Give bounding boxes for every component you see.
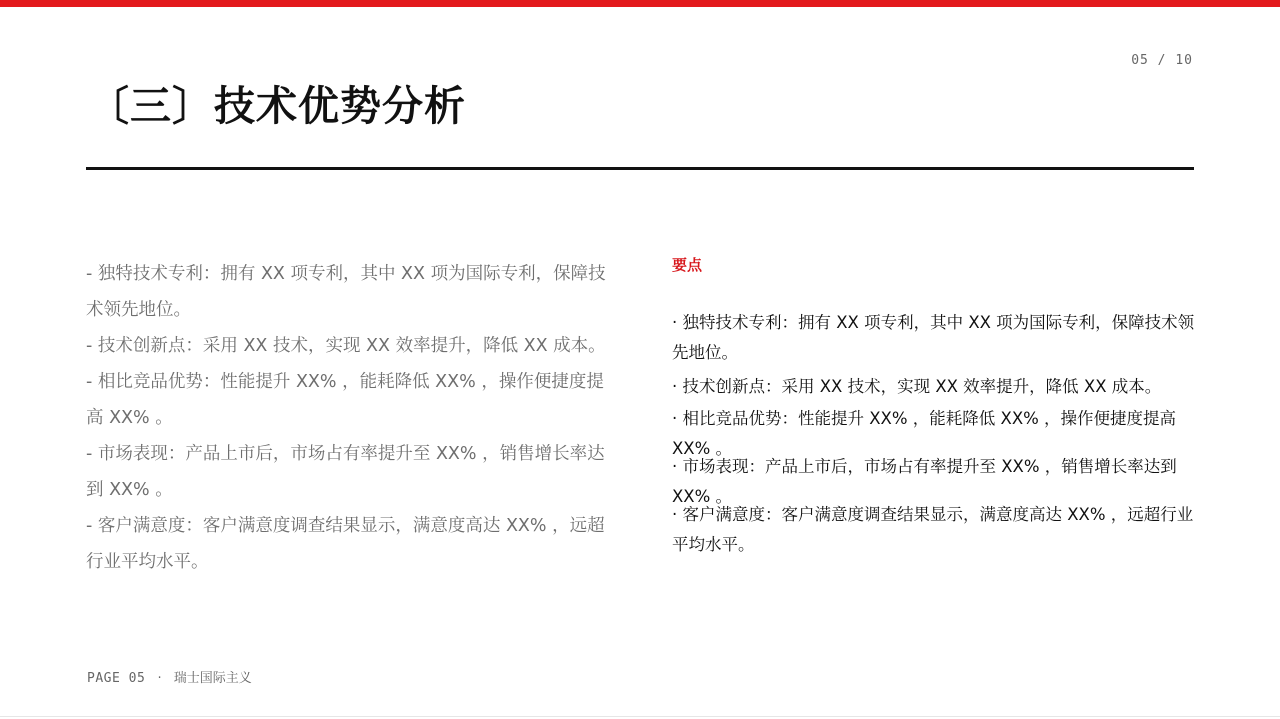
list-item: · 技术创新点：采用 XX 技术，实现 XX 效率提升，降低 XX 成本。 (672, 377, 1162, 396)
slide-title: 〔三〕技术优势分析 (88, 82, 466, 130)
list-item: - 独特技术专利：拥有 XX 项专利，其中 XX 项为国际专利，保障技术领先地位。 (86, 264, 606, 320)
footer-brand: 瑞士国际主义 (173, 671, 252, 686)
page-indicator: 05 / 10 (1131, 53, 1193, 68)
key-points-heading: 要点 (672, 256, 703, 274)
list-item: - 技术创新点：采用 XX 技术，实现 XX 效率提升，降低 XX 成本。 (86, 336, 606, 356)
list-item: · 客户满意度：客户满意度调查结果显示，满意度高达 XX% ，远超行业平均水平。 (672, 505, 1194, 554)
detail-list (86, 256, 606, 580)
list-item: · 相比竞品优势：性能提升 XX% ，能耗降低 XX% ，操作便捷度提高 XX% 。 (672, 409, 1177, 458)
top-accent-bar (0, 0, 1280, 7)
list-item: - 客户满意度：客户满意度调查结果显示，满意度高达 XX% ，远超行业平均水平。 (86, 516, 605, 572)
list-item: · 独特技术专利：拥有 XX 项专利，其中 XX 项为国际专利，保障技术领先地位。 (672, 313, 1195, 362)
footer-page-label: PAGE 05 (87, 671, 146, 686)
list-item: - 相比竞品优势：性能提升 XX% ，能耗降低 XX% ，操作便捷度提高 XX% 。 (86, 372, 604, 428)
list-item: · 市场表现：产品上市后，市场占有率提升至 XX% ，销售增长率达到 XX% 。 (672, 457, 1177, 506)
list-item: - 市场表现：产品上市后，市场占有率提升至 XX% ，销售增长率达到 XX% 。 (86, 444, 605, 500)
key-points-panel (672, 254, 1204, 554)
footer-separator: · (157, 671, 162, 686)
title-divider (86, 167, 1194, 170)
bottom-divider (0, 716, 1280, 717)
page-footer (87, 670, 252, 688)
